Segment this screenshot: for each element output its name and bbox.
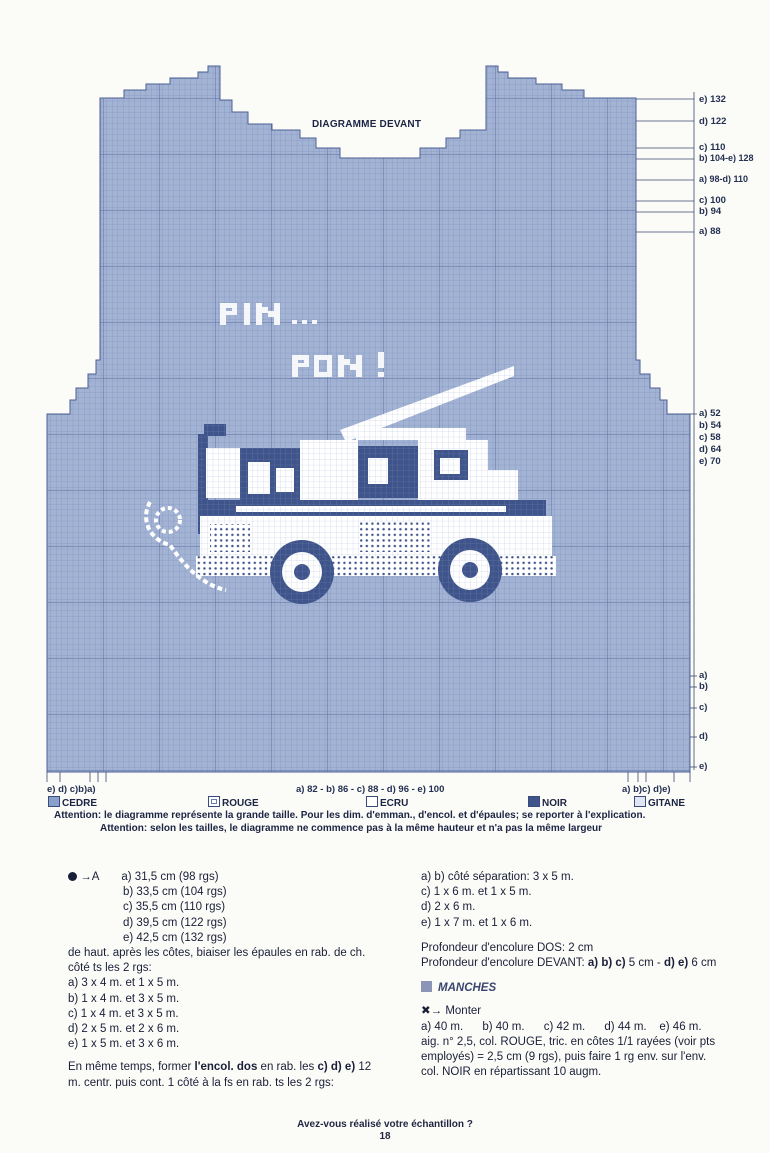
para-text: côté ts les 2 rgs: bbox=[68, 962, 152, 975]
bottom-left-marks: e) d) c)b)a) bbox=[47, 784, 96, 795]
size-b: b) 33,5 cm (104 rgs) bbox=[123, 886, 227, 899]
mark: d) bbox=[699, 731, 708, 742]
section-heading: MANCHES bbox=[421, 981, 761, 996]
list-item: b) 1 x 4 m. et 3 x 5 m. bbox=[68, 992, 180, 1005]
para-text: En même temps, former l'encol. dos en rab. les c) d) e) 12 bbox=[68, 1061, 372, 1074]
mark: b) 54 bbox=[699, 420, 722, 431]
cedre-swatch-icon bbox=[48, 796, 60, 807]
mark: a) 52 bbox=[699, 408, 721, 419]
para-text: Profondeur d'encolure DOS: 2 cm bbox=[421, 941, 594, 954]
para-text: ✖→ Monter bbox=[421, 1005, 482, 1018]
mark: c) 100 bbox=[699, 195, 726, 206]
list-item: a) 3 x 4 m. et 1 x 5 m. bbox=[68, 977, 180, 990]
ecru-swatch-icon bbox=[366, 796, 378, 807]
mark: e) 132 bbox=[699, 94, 726, 105]
mark: d) 122 bbox=[699, 116, 727, 127]
list-item: d) 2 x 5 m. et 2 x 6 m. bbox=[68, 1023, 180, 1036]
rouge-swatch-icon bbox=[208, 796, 220, 807]
para-text: de haut. après les côtes, biaiser les épaules en rab. de ch. bbox=[68, 947, 366, 960]
bottom-center-marks: a) 82 - b) 86 - c) 88 - d) 96 - e) 100 bbox=[296, 784, 445, 795]
footer-question: Avez-vous réalisé votre échantillon ? bbox=[297, 1119, 473, 1130]
legend-gitane: GITANE bbox=[634, 796, 685, 809]
mark: e) 70 bbox=[699, 456, 721, 467]
para-text: employés) = 2,5 cm (9 rgs), puis faire 1 rg env. sur l'env. bbox=[421, 1051, 707, 1064]
mark: b) bbox=[699, 681, 708, 692]
mark: d) 64 bbox=[699, 444, 722, 455]
bottom-right-marks: a) b)c) d)e) bbox=[622, 784, 671, 795]
para-text: aig. n° 2,5, col. ROUGE, tric. en côtes 1/1 rayées (voir pts bbox=[421, 1035, 716, 1048]
mark: a) 98-d) 110 bbox=[699, 174, 749, 184]
mark: c) 110 bbox=[699, 142, 726, 153]
noir-swatch-icon bbox=[528, 796, 540, 807]
size-d: d) 39,5 cm (122 rgs) bbox=[123, 916, 227, 929]
mark: a) bbox=[699, 670, 708, 681]
list-item: e) 1 x 7 m. et 1 x 6 m. bbox=[421, 916, 533, 929]
right-column bbox=[421, 870, 761, 1080]
list-item: c) 1 x 4 m. et 3 x 5 m. bbox=[68, 1007, 179, 1020]
mark: c) bbox=[699, 702, 708, 713]
size-e: e) 42,5 cm (132 rgs) bbox=[123, 931, 227, 944]
para-text: m. centr. puis cont. 1 côté à la fs en rab. ts les 2 rgs: bbox=[68, 1076, 334, 1089]
list-item: e) 1 x 5 m. et 3 x 6 m. bbox=[68, 1038, 180, 1051]
mark: c) 58 bbox=[699, 432, 721, 443]
page-number: 18 bbox=[379, 1131, 391, 1142]
legend-noir: NOIR bbox=[528, 796, 567, 809]
para-text: a) 40 m. b) 40 m. c) 42 m. d) 44 m. e) 46 m. bbox=[421, 1020, 702, 1033]
gitane-swatch-icon bbox=[634, 796, 646, 807]
legend-cedre: CEDRE bbox=[48, 796, 97, 809]
legend-ecru: ECRU bbox=[366, 796, 408, 809]
list-item: a) b) côté séparation: 3 x 5 m. bbox=[421, 871, 574, 883]
size-c: c) 35,5 cm (110 rgs) bbox=[123, 901, 226, 914]
para-text: col. NOIR en répartissant 10 augm. bbox=[421, 1066, 602, 1079]
para-text: Profondeur d'encolure DEVANT: a) b) c) 5 cm - d) e) 6 cm bbox=[421, 957, 717, 970]
legend-rouge: ROUGE bbox=[208, 796, 259, 809]
square-icon bbox=[421, 981, 432, 992]
mark: b) 104-e) 128 bbox=[699, 153, 754, 163]
mark: b) 94 bbox=[699, 206, 722, 217]
list-item: d) 2 x 6 m. bbox=[421, 901, 476, 914]
list-item: c) 1 x 6 m. et 1 x 5 m. bbox=[421, 886, 532, 899]
lead-line: →A a) 31,5 cm (98 rgs) bbox=[68, 870, 408, 885]
attention-note-2: Attention: selon les tailles, le diagramme ne commence pas à la même hauteur et n'a pas la même largeur bbox=[100, 823, 603, 834]
chart-title: DIAGRAMME DEVANT bbox=[312, 119, 422, 130]
attention-note-1: Attention: le diagramme représente la grande taille. Pour les dim. d'emman., d'encol. et d'épaules; se reporter à l'explication. bbox=[54, 810, 646, 821]
mark: e) bbox=[699, 761, 708, 772]
left-column bbox=[68, 870, 408, 1091]
mark: a) 88 bbox=[699, 226, 721, 237]
bullet-icon bbox=[68, 872, 77, 881]
